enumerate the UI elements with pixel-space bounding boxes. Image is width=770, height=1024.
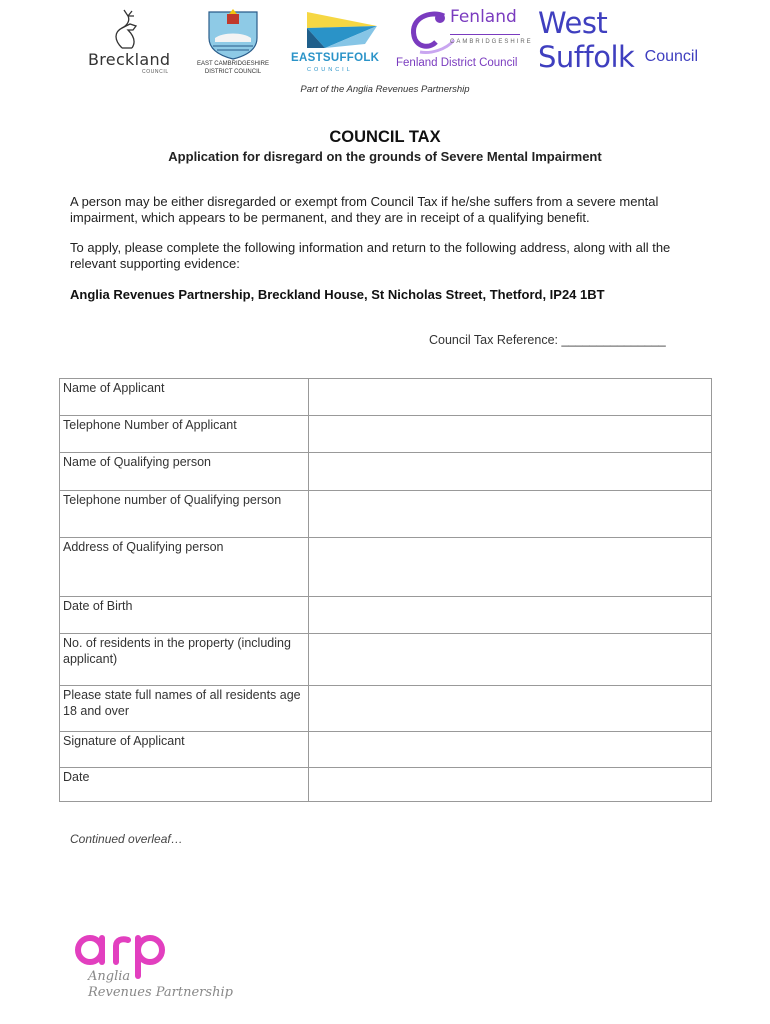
partnership-note: Part of the Anglia Revenues Partnership bbox=[300, 84, 470, 95]
form-label: Date bbox=[60, 768, 309, 802]
table-row bbox=[60, 416, 712, 453]
table-row bbox=[60, 634, 712, 686]
form-label: Telephone number of Qualifying person bbox=[60, 491, 309, 538]
form-label: Name of Qualifying person bbox=[60, 453, 309, 491]
breckland-sub: COUNCIL bbox=[142, 69, 169, 75]
intro-paragraph: A person may be either disregarded or exempt from Council Tax if he/she suffers from a severe mental impairment, which appears to be permanent, and they are in receipt of a qualifying benefit. bbox=[70, 194, 659, 225]
flag-icon bbox=[285, 8, 385, 52]
arp-line2: Revenues Partnership bbox=[88, 985, 233, 1000]
stag-icon bbox=[84, 8, 176, 53]
west-suffolk-council: Council bbox=[644, 48, 698, 65]
form-label: Name of Applicant bbox=[60, 379, 309, 416]
document-subtitle: Application for disregard on the grounds of Severe Mental Impairment bbox=[168, 149, 602, 164]
east-suffolk-name: EASTSUFFOLK bbox=[291, 52, 380, 64]
applicant-name-field[interactable] bbox=[309, 379, 712, 416]
form-label: Signature of Applicant bbox=[60, 732, 309, 768]
east-cambs-line2: DISTRICT COUNCIL bbox=[204, 69, 262, 75]
qualifying-person-address-field[interactable] bbox=[309, 538, 712, 597]
application-form-table bbox=[59, 378, 712, 802]
breckland-logo bbox=[84, 8, 176, 76]
east-cambs-name bbox=[193, 60, 273, 76]
east-cambs-logo bbox=[193, 8, 273, 78]
form-label: Please state full names of all residents age 18 and over bbox=[60, 686, 309, 732]
west-suffolk-logo bbox=[538, 6, 708, 74]
fenland-name: Fenland bbox=[450, 7, 517, 27]
table-row bbox=[60, 597, 712, 634]
west-suffolk-name: West Suffolk bbox=[538, 6, 635, 74]
east-cambs-line1: EAST CAMBRIDGESHIRE bbox=[197, 61, 269, 67]
table-row bbox=[60, 379, 712, 416]
signature-field[interactable] bbox=[309, 732, 712, 768]
form-label: Telephone Number of Applicant bbox=[60, 416, 309, 453]
instructions-paragraph: To apply, please complete the following information and return to the following address, along with all the relevant supporting evidence: bbox=[70, 240, 671, 271]
table-row bbox=[60, 538, 712, 597]
form-label: Date of Birth bbox=[60, 597, 309, 634]
applicant-telephone-field[interactable] bbox=[309, 416, 712, 453]
arp-logo bbox=[74, 928, 234, 1008]
crest-icon bbox=[193, 8, 273, 60]
date-of-birth-field[interactable] bbox=[309, 597, 712, 634]
qualifying-person-telephone-field[interactable] bbox=[309, 491, 712, 538]
fenland-rule bbox=[450, 34, 520, 35]
breckland-name: Breckland bbox=[88, 50, 171, 69]
form-label: No. of residents in the property (including applicant) bbox=[60, 634, 309, 686]
fenland-sub: CAMBRIDGESHIRE bbox=[450, 39, 533, 45]
table-row bbox=[60, 491, 712, 538]
council-logos bbox=[0, 8, 770, 78]
east-suffolk-logo bbox=[285, 8, 385, 78]
arp-line1: Anglia bbox=[88, 969, 131, 984]
fenland-logo bbox=[394, 7, 533, 78]
form-label: Address of Qualifying person bbox=[60, 538, 309, 597]
return-address: Anglia Revenues Partnership, Breckland House, St Nicholas Street, Thetford, IP24 1BT bbox=[70, 287, 605, 302]
document-title: COUNCIL TAX bbox=[329, 128, 441, 146]
fenland-council-name: Fenland District Council bbox=[396, 57, 518, 69]
east-suffolk-sub: COUNCIL bbox=[307, 67, 353, 73]
date-field[interactable] bbox=[309, 768, 712, 802]
table-row bbox=[60, 686, 712, 732]
arp-logo-mark bbox=[74, 928, 234, 1008]
continued-overleaf: Continued overleaf… bbox=[70, 832, 183, 846]
qualifying-person-name-field[interactable] bbox=[309, 453, 712, 491]
table-row bbox=[60, 453, 712, 491]
table-row bbox=[60, 768, 712, 802]
residents-count-field[interactable] bbox=[309, 634, 712, 686]
council-tax-reference-field[interactable]: Council Tax Reference: _______________ bbox=[429, 333, 666, 347]
table-row bbox=[60, 732, 712, 768]
residents-names-field[interactable] bbox=[309, 686, 712, 732]
